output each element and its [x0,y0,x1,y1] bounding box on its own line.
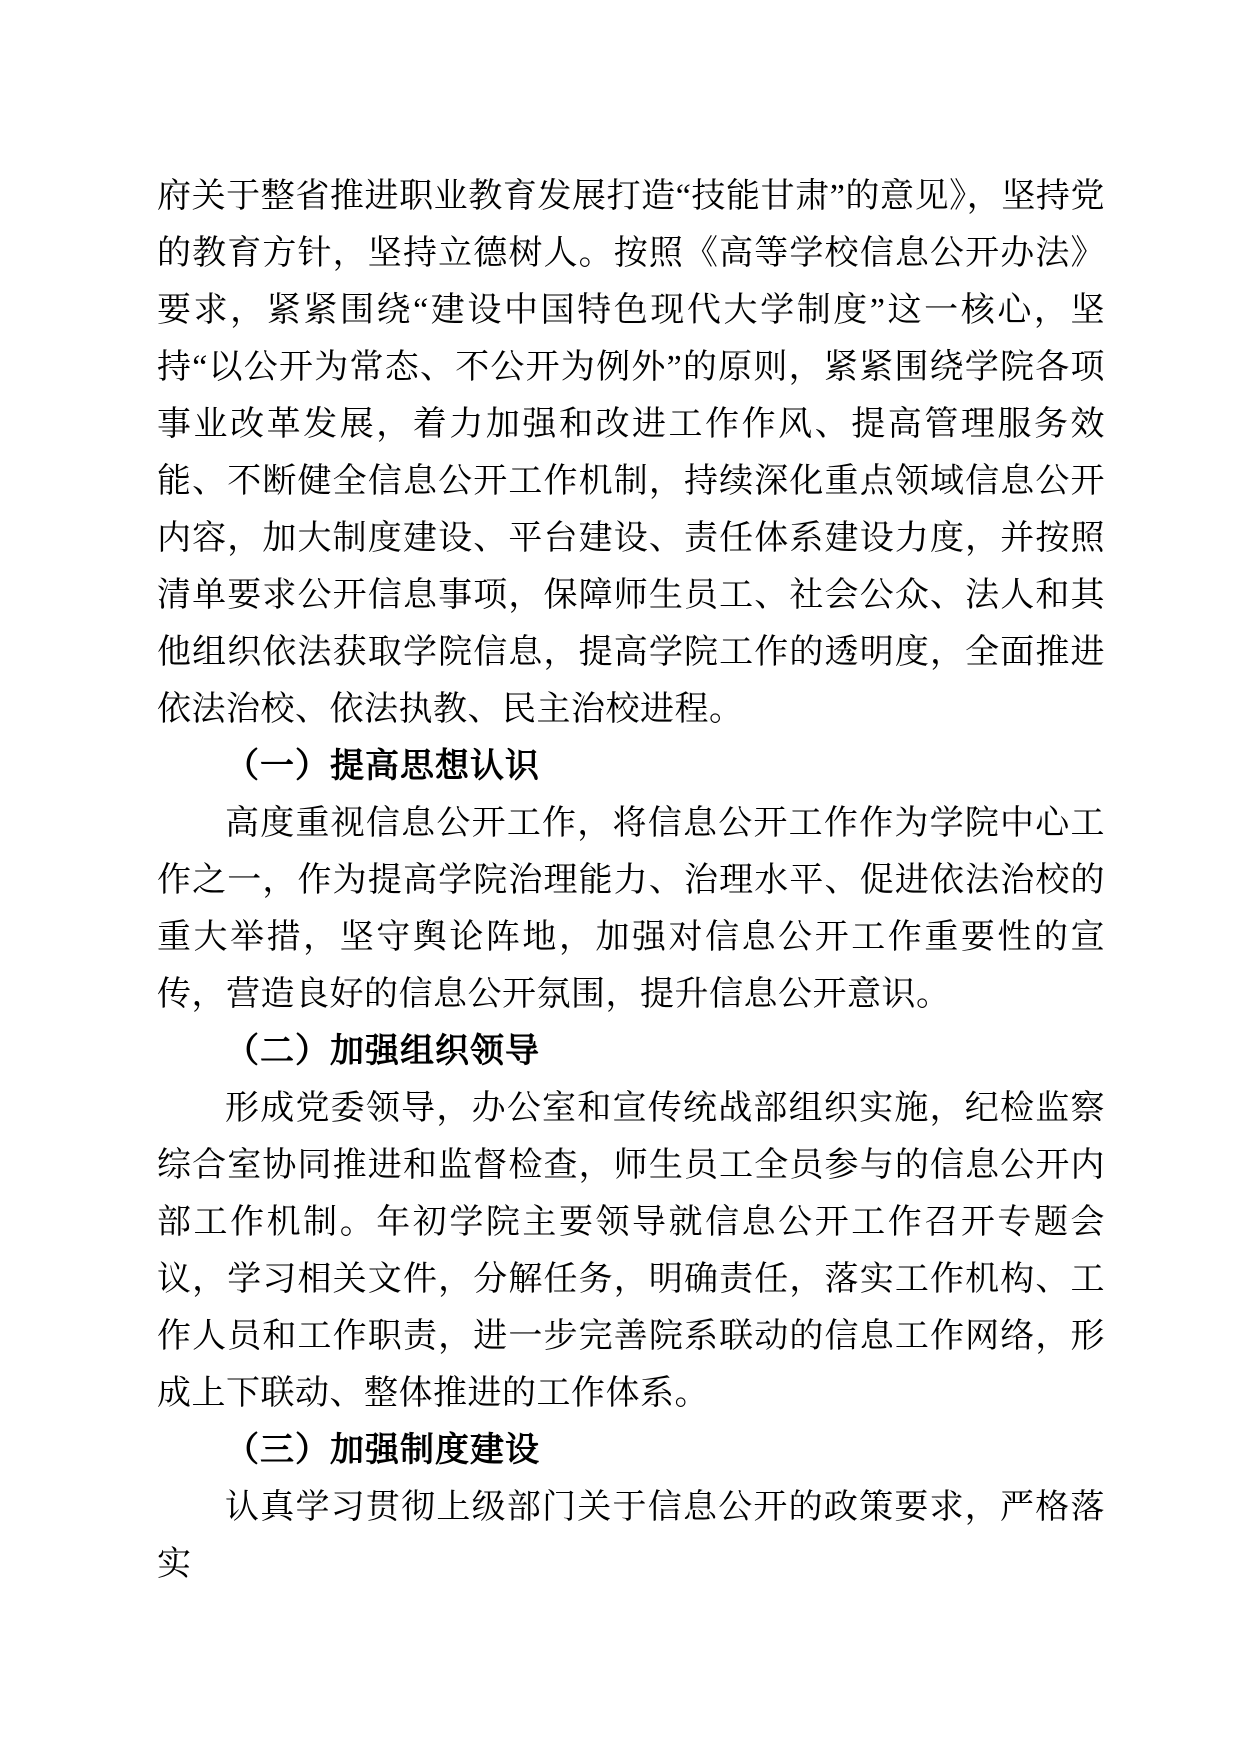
paragraph-continuation: 府关于整省推进职业教育发展打造“技能甘肃”的意见》，坚持党的教育方针，坚持立德树人。按照《高等学校信息公开办法》要求，紧紧围绕“建设中国特色现代大学制度”这一核心，坚持“以公开为常态、不公开为例外”的原则，紧紧围绕学院各项事业改革发展，着力加强和改进工作作风、提高管理服务效能、不断健全信息公开工作机制，持续深化重点领域信息公开内容，加大制度建设、平台建设、责任体系建设力度，并按照清单要求公开信息事项，保障师生员工、社会公众、法人和其他组织依法获取学院信息，提高学院工作的透明度，全面推进依法治校、依法执教、民主治校进程。 [157,178,1105,728]
paragraph-section-2: 形成党委领导，办公室和宣传统战部组织实施，纪检监察综合室协同推进和监督检查，师生员工全员参与的信息公开内部工作机制。年初学院主要领导就信息公开工作召开专题会议，学习相关文件，分解任务，明确责任，落实工作机构、工作人员和工作职责，进一步完善院系联动的信息工作网络，形成上下联动、整体推进的工作体系。 [157,1090,1105,1412]
section-heading-1: （一）提高思想认识 [225,748,540,785]
section-heading-3: （三）加强制度建设 [225,1432,540,1469]
document-body [157,168,1105,1593]
paragraph-section-3: 认真学习贯彻上级部门关于信息公开的政策要求，严格落实 [157,1489,1105,1583]
paragraph-section-1: 高度重视信息公开工作，将信息公开工作作为学院中心工作之一，作为提高学院治理能力、治理水平、促进依法治校的重大举措，坚守舆论阵地，加强对信息公开工作重要性的宣传，营造良好的信息公开氛围，提升信息公开意识。 [157,805,1105,1013]
section-heading-2: （二）加强组织领导 [225,1033,540,1070]
